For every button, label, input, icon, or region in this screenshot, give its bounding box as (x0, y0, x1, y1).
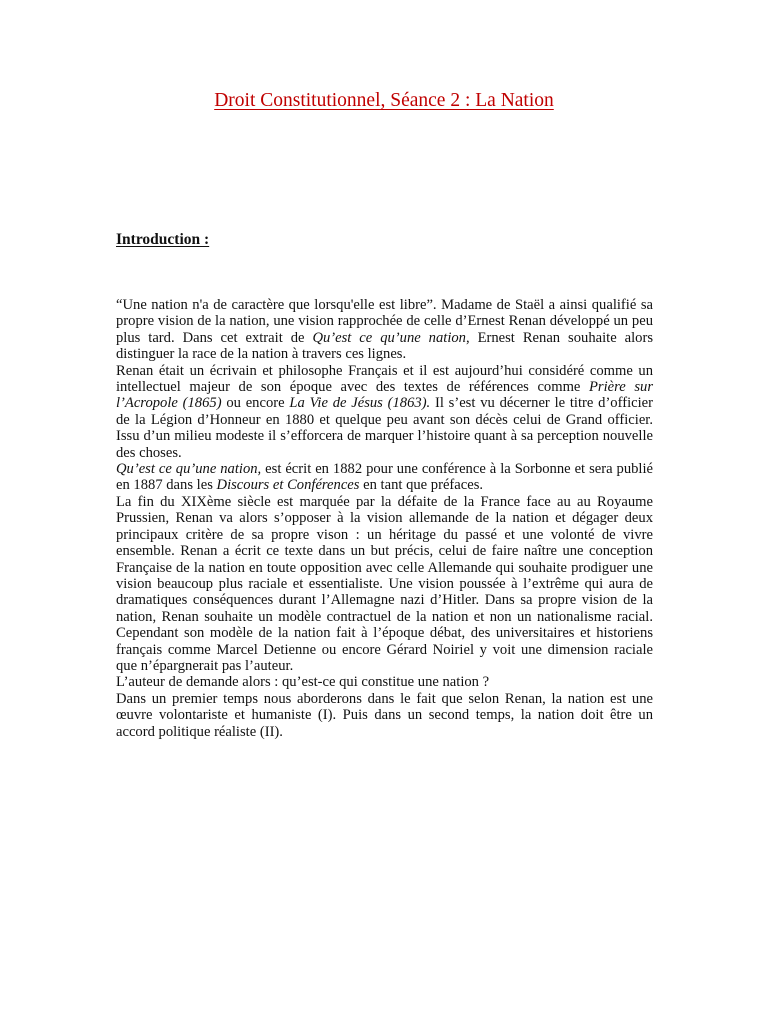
paragraph-context (116, 494, 653, 674)
paragraph-problematic: L’auteur de demande alors : qu’est-ce qui constitue une nation ? (116, 674, 490, 691)
paragraph-text: Il s’est vu décerner le titre d’officier de la Légion d’Honneur en 1880 et quelque peu avant son décès celui de Grand officier. Issu d’un milieu modeste il s’efforcera de marquer l’histoire quant à sa perception nouvelle des choses. (116, 395, 653, 461)
paragraph-text: La fin du XIXème siècle est marquée par la défaite de la France face au au Royaume Prussien, Renan va alors s’opposer à la vision allemande de la nation et dégager deux principaux critère de sa propre vison : un héritage du passé et une volonté de vivre ensemble. Renan a écrit ce texte dans un but précis, celui de faire naître une conception Française de la nation en toute opposition avec celle Allemande qui souhaite prodiguer une vision beaucoup plus raciale et essentialiste. Une vision poussée à l’extrême qui aura de dramatiques conséquences durant l’Allemagne nazi d’Hitler. Dans sa propre vision de la nation, Renan souhaite un modèle contractuel de la nation et non un nationalisme racial. Cependant son modèle de la nation fait à l’époque débat, des universitaires et historiens français comme Marcel Detienne ou encore Gérard Noiriel y voit une dimension raciale que n’épargnerait pas l’auteur. (116, 493, 653, 674)
paragraph-text: ou encore (221, 395, 290, 412)
work-title: Prière sur l’Acropole (1865) (116, 379, 653, 412)
paragraph-publication (116, 461, 653, 494)
document-title: Droit Constitutionnel, Séance 2 : La Nation (214, 90, 554, 111)
paragraph-text: est écrit en 1882 pour une conférence à la Sorbonne et sera publié en 1887 dans les (116, 461, 653, 494)
introduction-body (116, 297, 653, 740)
work-title: Discours et Conférences (216, 477, 360, 494)
paragraph-renan-biography (116, 363, 653, 461)
work-title: Qu’est ce qu’une nation (312, 329, 466, 346)
paragraph-text: “Une nation n'a de caractère que lorsqu'elle est libre”. Madame de Staël a ainsi qualifié sa propre vision de la nation, une vision rapprochée de celle d’Ernest Renan développé un peu plus tard. Dans cet extrait de (116, 297, 653, 346)
section-heading-introduction: Introduction : (116, 231, 210, 248)
paragraph-plan: Dans un premier temps nous aborderons dans le fait que selon Renan, la nation est une œuvre volontariste et humaniste (I). Puis dans un second temps, la nation doit être un accord politique réaliste (II). (116, 690, 653, 740)
paragraph-text: Renan était un écrivain et philosophe Français et il est aujourd’hui considéré comme un intellectuel majeur de son époque avec des textes de références comme (116, 362, 653, 396)
work-title: La Vie de Jésus (1863). (289, 395, 431, 412)
work-title: Qu’est ce qu’une nation, (116, 461, 262, 478)
paragraph-text: en tant que préfaces. (359, 477, 484, 494)
paragraph-text: , Ernest Renan souhaite alors distinguer la race de la nation à travers ces lignes. (116, 329, 654, 363)
paragraph-quote-stael (116, 297, 653, 363)
